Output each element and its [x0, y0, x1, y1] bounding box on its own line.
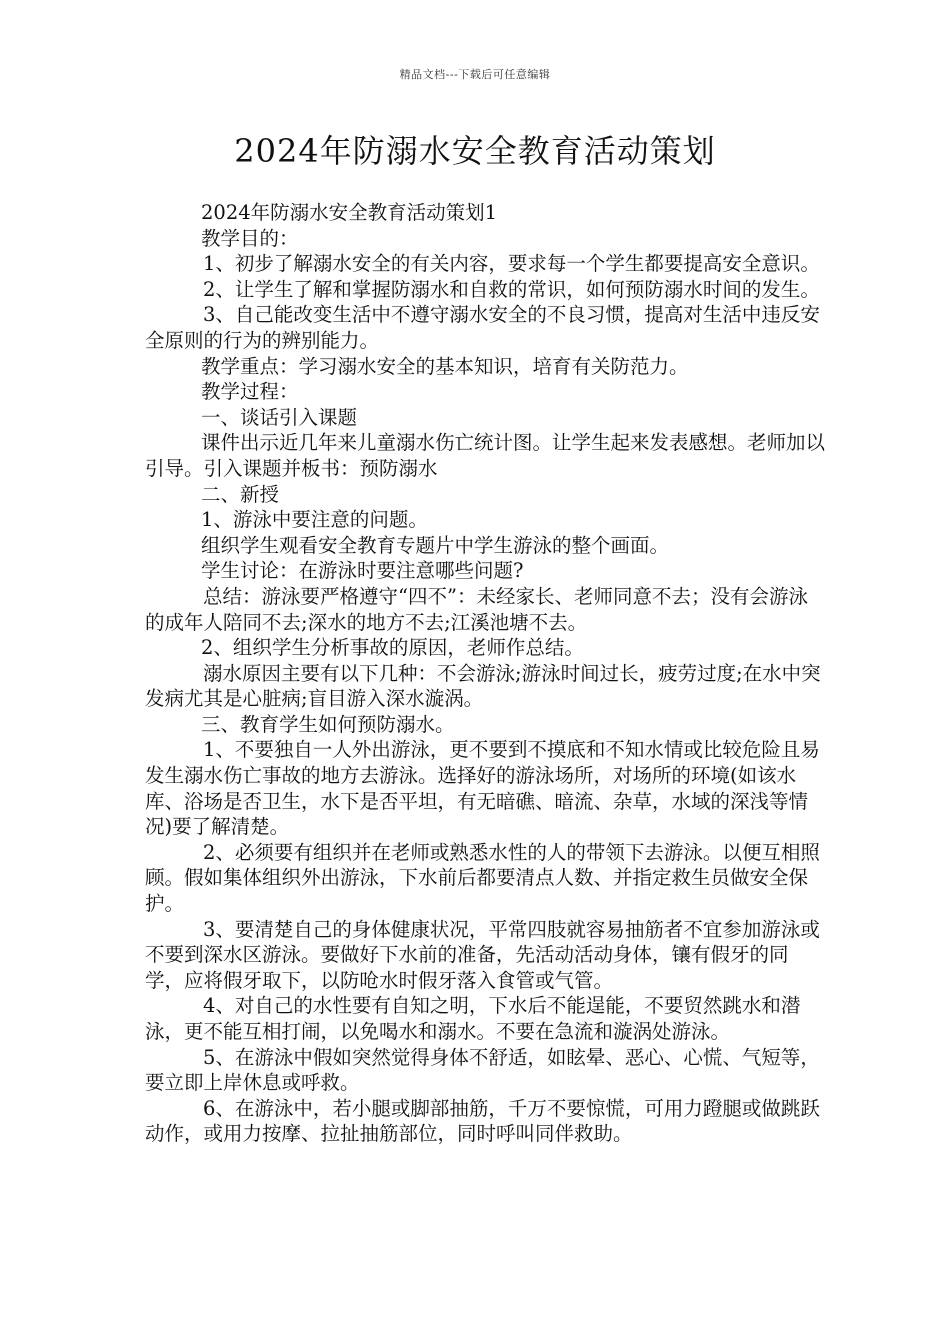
header-note: 精品文档---下载后可任意编辑 — [399, 68, 551, 81]
paragraph-summary: 总结：游泳要严格遵守“四不”：未经家长、老师同意不去；没有会游泳的成年人陪同不去;深水的地方不去;江溪池塘不去。 — [145, 584, 808, 634]
paragraph-watch-film: 组织学生观看安全教育专题片中学生游泳的整个画面。 — [201, 533, 670, 557]
paragraph-prevent-6: 6、在游泳中，若小腿或脚部抽筋，千万不要惊慌，可用力蹬腿或做跳跃动作，或用力按摩、拉扯抽筋部位，同时呼叫同伴救助。 — [145, 1096, 820, 1146]
paragraph-section-3-heading: 三、教育学生如何预防溺水。 — [201, 712, 455, 736]
paragraph-prevent-5: 5、在游泳中假如突然觉得身体不舒适，如眩晕、恶心、心慌、气短等，要立即上岸休息或呼救。 — [145, 1045, 820, 1095]
paragraph-prevent-1: 1、不要独自一人外出游泳，更不要到不摸底和不知水情或比较危险且易发生溺水伤亡事故的地方去游泳。选择好的游泳场所，对场所的环境(如该水库、浴场是否卫生，水下是否平坦，有无暗礁、暗流、杂草，水域的深浅等情况)要了解清楚。 — [145, 738, 820, 839]
paragraph-process-heading: 教学过程： — [201, 380, 299, 404]
paragraph-goal-2: 2、让学生了解和掌握防溺水和自救的常识，如何预防溺水时间的发生。 — [203, 277, 820, 301]
paragraph-intro-text: 课件出示近几年来儿童溺水伤亡统计图。让学生起来发表感想。老师加以引导。引入课题并板书：预防溺水 — [145, 431, 826, 480]
document-title: 2024年防溺水安全教育活动策划 — [234, 132, 716, 170]
paragraph-goal-1: 1、初步了解溺水安全的有关内容，要求每一个学生都要提高安全意识。 — [203, 252, 820, 276]
paragraph-analysis: 2、组织学生分析事故的原因，老师作总结。 — [201, 636, 584, 660]
paragraph-prevent-4: 4、对自己的水性要有自知之明，下水后不能逞能，不要贸然跳水和潜泳，更不能互相打闹，以免喝水和溺水。不要在急流和漩涡处游泳。 — [145, 994, 801, 1043]
paragraph-section-1-heading: 一、谈话引入课题 — [201, 405, 358, 429]
paragraph-goal-3: 3、自己能改变生活中不遵守溺水安全的不良习惯，提高对生活中违反安全原则的行为的辨别能力。 — [145, 303, 820, 352]
paragraph-subtitle: 2024年防溺水安全教育活动策划1 — [201, 201, 498, 224]
paragraph-section-2-heading: 二、新授 — [201, 482, 280, 506]
paragraph-prevent-3: 3、要清楚自己的身体健康状况，平常四肢就容易抽筋者不宜参加游泳或不要到深水区游泳。要做好下水前的准备，先活动活动身体，镶有假牙的同学，应将假牙取下，以防呛水时假牙落入食管或气管。 — [145, 917, 820, 992]
paragraph-discussion: 学生讨论：在游泳时要注意哪些问题? — [201, 559, 524, 583]
paragraph-prevent-2: 2、必须要有组织并在老师或熟悉水性的人的带领下去游泳。以便互相照顾。假如集体组织外出游泳，下水前后都要清点人数、并指定救生员做安全保护。 — [145, 840, 820, 916]
paragraph-goals-heading: 教学目的： — [201, 226, 299, 250]
document-body — [145, 200, 825, 1147]
paragraph-causes: 溺水原因主要有以下几种：不会游泳;游泳时间过长，疲劳过度;在水中突发病尤其是心脏病;盲目游入深水漩涡。 — [145, 661, 821, 711]
paragraph-key-points: 教学重点：学习溺水安全的基本知识，培育有关防范力。 — [201, 354, 689, 378]
paragraph-swim-issues: 1、游泳中要注意的问题。 — [201, 508, 428, 532]
